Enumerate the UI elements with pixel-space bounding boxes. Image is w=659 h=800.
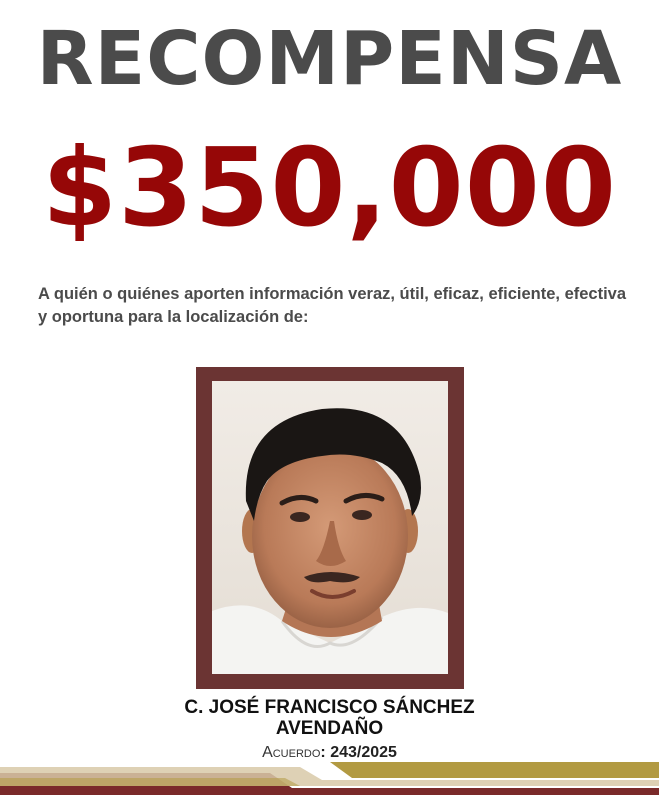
gold-stripe (330, 762, 659, 778)
intro-text: A quién o quiénes aporten información veraz, útil, eficaz, eficiente, efectiva y oportuna para la localización de: (38, 285, 627, 326)
name-line-2: AVENDAÑO (275, 718, 384, 739)
agreement-label: Acuerdo (262, 744, 321, 761)
gold-stripe-thin (0, 778, 300, 786)
wanted-person-photo (212, 381, 448, 674)
reward-amount: $350,000 (41, 126, 618, 251)
agreement-reference (0, 744, 659, 762)
photo-frame (196, 367, 464, 689)
wanted-person-name (0, 697, 659, 739)
poster-title: RECOMPENSA (36, 16, 623, 102)
agreement-number: 243/2025 (330, 744, 397, 761)
name-line-1: C. JOSÉ FRANCISCO SÁNCHEZ (184, 697, 475, 718)
decorative-footer-stripes (0, 762, 659, 795)
agreement-separator: : (320, 744, 326, 761)
